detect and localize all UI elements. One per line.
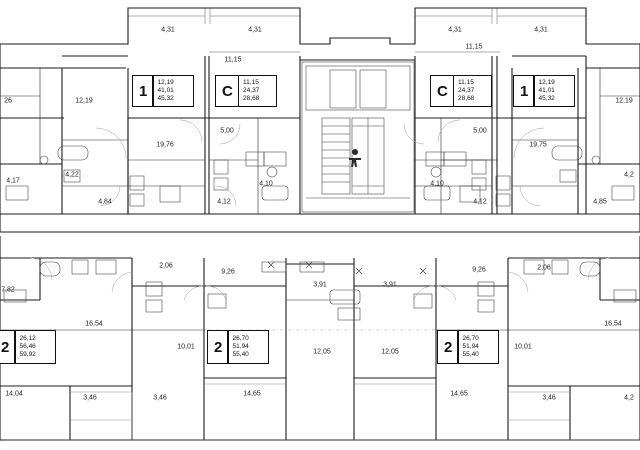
dimension-label: 11,15 [224,56,242,64]
dimension-label: 14,65 [450,390,468,398]
dimension-label: 14,04 [5,390,23,398]
apartment-type: 2 [214,338,223,356]
apartment-type: 1 [139,82,148,100]
dimension-label: 4,85 [593,198,607,206]
fixtures-upper-right [404,120,634,206]
area-living: 11,15 [458,79,474,87]
dimension-label: 4,2 [624,171,634,179]
dimension-label: 4,22 [65,171,79,179]
area-living: 11,15 [243,79,259,87]
dimension-label: 12,05 [313,348,331,356]
area-full: 45,32 [538,94,555,102]
dimension-label: 19,75 [529,141,547,149]
area-living: 12,19 [538,79,555,87]
dimension-label: 12,19 [75,97,93,105]
area-total: 51,94 [462,343,479,351]
area-full: 28,68 [243,94,260,102]
apartment-type: C [222,82,233,100]
dimension-label: 4,12 [473,198,487,206]
balconies [70,384,570,440]
apartment-badge-c-right[interactable] [430,75,492,107]
apartment-areas [16,333,40,361]
apartment-areas [239,77,263,105]
area-full: 45,32 [157,94,174,102]
dimension-label: 9,26 [472,266,486,274]
dimension-label: 16,54 [85,320,103,328]
building-core [302,62,414,212]
dimension-label: 10,01 [177,343,195,351]
area-living: 26,12 [19,335,36,343]
dimension-label: 11,15 [465,43,483,51]
dimension-label: 12,19 [615,97,633,105]
area-full: 28,68 [458,94,475,102]
dimension-label: 5,00 [220,127,234,135]
dimension-label: 16,54 [604,320,622,328]
area-total: 51,94 [232,343,249,351]
area-living: 12,19 [157,79,174,87]
dimension-label: 12,05 [381,348,399,356]
dimension-label: 3,46 [153,394,167,402]
dimension-label: 19,76 [156,141,174,149]
area-full: 55,40 [462,350,479,358]
dimension-label: 3,46 [83,394,97,402]
dimension-label: 3,91 [383,281,397,289]
dimension-label: 4,31 [448,26,462,34]
dimension-label: 4,31 [161,26,175,34]
dimension-label: 4,10 [259,180,273,188]
dimension-label: 2,06 [159,262,173,270]
area-total: 24,37 [243,87,260,95]
dimension-label: 4,2 [624,394,634,402]
apartment-type: 1 [520,82,529,100]
area-full: 59,92 [19,350,36,358]
dimension-label: 26 [4,97,12,105]
apartment-badge-c-left[interactable] [215,75,277,107]
area-full: 55,40 [232,350,249,358]
apartment-areas [154,77,178,105]
area-living: 26,70 [232,335,249,343]
top-dimension-lines [128,8,586,52]
dimension-label: 3,46 [542,394,556,402]
area-total: 41,01 [538,87,555,95]
fixtures-upper-left [6,120,288,206]
area-total: 41,01 [157,87,174,95]
apartment-type: 2 [1,338,10,356]
dimension-label: 4,31 [248,26,262,34]
apartment-badge-1-left[interactable] [132,75,194,107]
area-total: 56,46 [19,343,36,351]
apartment-areas [535,77,559,105]
dimension-label: 7,82 [1,286,15,294]
area-total: 24,37 [458,87,475,95]
dimension-label: 3,91 [313,281,327,289]
apartment-badge-2-bottom-right[interactable] [437,330,499,364]
dimension-label: 4,84 [98,198,112,206]
apartment-type: 2 [444,338,453,356]
apartment-areas [229,333,253,361]
apartment-badge-2-left-edge[interactable] [0,330,56,364]
area-living: 26,70 [462,335,479,343]
dimension-label: 14,65 [243,390,261,398]
apartment-type: C [437,82,448,100]
dimension-label: 4,10 [430,180,444,188]
dimension-label: 5,00 [473,127,487,135]
apartment-areas [454,77,478,105]
dimension-label: 4,17 [6,177,20,185]
dimension-label: 10,01 [514,343,532,351]
dimension-label: 9,26 [221,268,235,276]
apartment-badge-2-bottom-left[interactable] [207,330,269,364]
dimension-label: 2,06 [537,264,551,272]
dimension-label: 4,31 [534,26,548,34]
apartment-areas [459,333,483,361]
apartment-badge-1-right[interactable] [513,75,575,107]
dimension-label: 4,12 [217,198,231,206]
